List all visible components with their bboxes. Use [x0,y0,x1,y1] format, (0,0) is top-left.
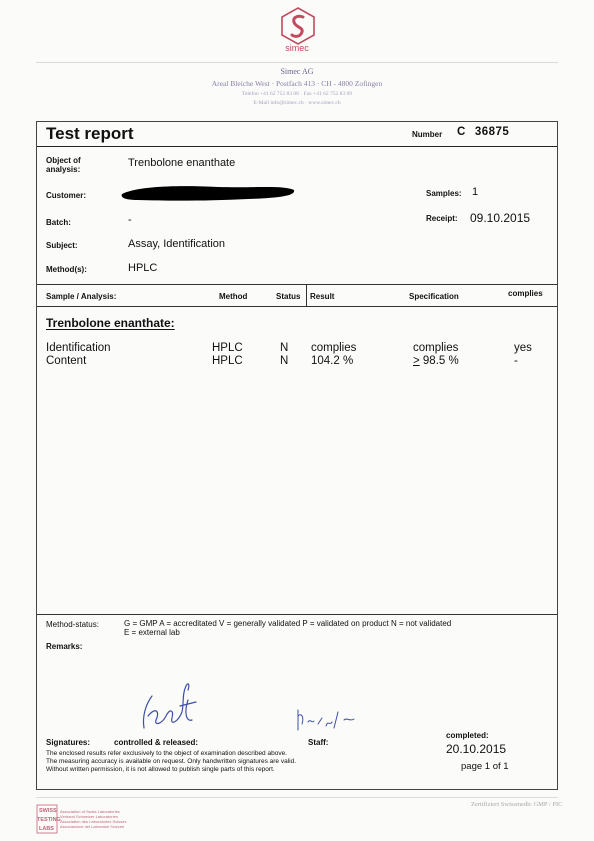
table-row-specification [413,355,459,367]
disclaimer-line: The enclosed results refer exclusively to the object of examination described above. [46,750,287,757]
samples-label: Samples: [426,189,462,198]
report-number-value: 36875 [474,126,510,138]
table-top-rule [37,284,557,285]
redaction-mark [118,182,298,204]
column-header-method: Method [219,292,248,301]
method-status-divider [37,614,557,615]
signature-staff [292,704,362,734]
report-number [457,126,518,138]
company-phone: Telefon +41 62 752 83 08 · Fax +41 62 752 83 09 [241,91,352,97]
object-value: Trenbolone enanthate [128,157,236,169]
batch-label: Batch: [46,218,71,227]
table-row-status: N [280,342,289,354]
page-number: page 1 of 1 [461,761,509,772]
method-status-label: Method-status: [46,620,99,629]
report-title: Test report [46,124,134,143]
association-line: Associazione dei Laboratori Svizzeri [60,824,125,829]
column-header-specification: Specification [409,292,459,301]
table-row-analysis: Content [46,355,87,367]
svg-text:TESTING: TESTING [37,817,61,823]
table-row-complies: yes [514,342,532,354]
table-row-status: N [280,355,289,367]
header-divider [36,62,558,63]
spec-value: 98.5 % [419,355,459,367]
customer-label: Customer: [46,191,87,200]
receipt-value: 09.10.2015 [470,211,531,225]
logo-wordmark: simec [285,43,309,53]
controlled-released-label: controlled & released: [114,738,199,747]
association-line: Verband Schweizer Laboratorien [60,814,119,819]
column-header-status: Status [276,292,301,301]
remarks-label: Remarks: [46,642,83,651]
footer-divider [36,797,558,798]
methods-value: HPLC [128,262,158,274]
table-row-result: 104.2 % [311,355,354,367]
method-status-legend-external: E = external lab [124,628,180,637]
methods-label: Method(s): [46,265,87,274]
company-name: Simec AG [280,67,314,76]
method-status-legend: G = GMP A = accreditated V = generally validated P = validated on product N = not validated [124,619,452,628]
table-row-method: HPLC [212,342,243,354]
staff-label: Staff: [308,738,329,747]
certification-note: Zertifiziert Swissmedic GMP / PIC [471,801,563,808]
column-header-complies: complies [508,289,543,298]
signature-controlled-released [126,676,206,736]
table-row-complies: - [514,355,518,367]
table-row-specification [413,342,458,354]
disclaimer-line: Without written permission, it is not allowed to publish single parts of this report. [46,766,275,773]
svg-text:LABS: LABS [39,826,54,832]
signatures-label: Signatures: [46,738,91,747]
spec-prefix: > [413,355,420,367]
substance-heading: Trenbolone enanthate: [46,316,175,330]
completed-date: 20.10.2015 [446,742,507,756]
column-header-result: Result [310,292,335,301]
title-divider [37,146,557,147]
table-row-analysis: Identification [46,342,111,354]
samples-value: 1 [472,186,479,198]
table-row-result: complies [311,342,357,354]
disclaimer-line: The measuring accuracy is available on request. Only handwritten signatures are valid. [46,758,297,765]
company-address: Areal Bleiche West · Postfach 413 · CH - 4800 Zofingen [211,79,383,88]
column-header-sample: Sample / Analysis: [46,292,117,301]
subject-value: Assay, Identification [128,238,226,250]
company-email: E-Mail info@simec.ch · www.simec.ch [253,100,341,106]
receipt-label: Receipt: [426,214,458,223]
table-column-rule [306,284,307,306]
table-header-rule [37,306,557,307]
svg-text:SWISS: SWISS [39,808,57,814]
object-label: Object of analysis: [46,156,81,174]
report-number-label: Number [412,130,443,139]
association-line: Association of Swiss Laboratories [60,809,120,814]
completed-label: completed: [446,731,489,740]
association-line: Association des Laboratoires Suisses [60,819,127,824]
spec-value: complies [413,342,459,354]
table-row-method: HPLC [212,355,243,367]
report-number-prefix: C [457,126,466,138]
batch-value: - [128,214,132,226]
subject-label: Subject: [46,241,78,250]
